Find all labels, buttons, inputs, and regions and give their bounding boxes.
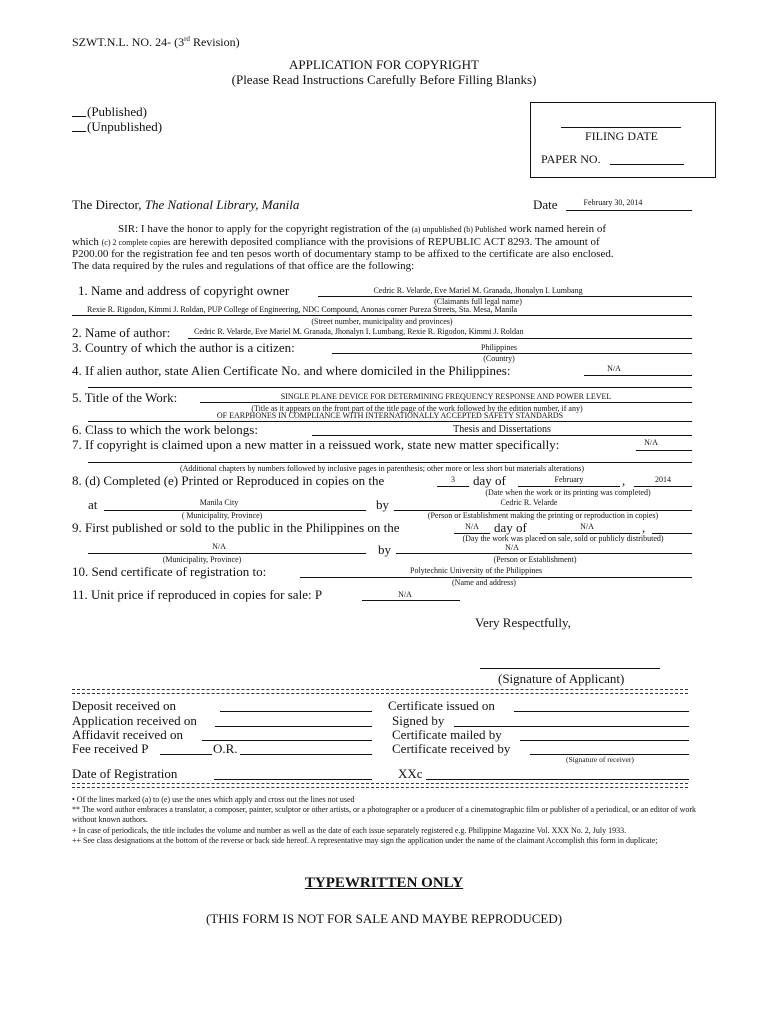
addressee: The Director, The National Library, Manila: [72, 197, 300, 212]
paper-no-label: PAPER NO.: [541, 152, 601, 166]
item-8-by: by: [376, 497, 389, 512]
item-8-label: 8. (d) Completed (e) Printed or Reproduced in copies on the: [72, 473, 385, 488]
item-1-value-2: Rexie R. Rigodon, Kimmi J. Roldan, PUP College of Engineering, NDC Compound, Anonas corner Pureza Streets, Sta. Mesa, Manila: [87, 305, 518, 314]
cert-mailed-label: Certificate mailed by: [392, 727, 502, 742]
item-9-person: N/A: [505, 543, 519, 552]
item-8-month: February: [554, 475, 584, 484]
item-8-month-line[interactable]: [518, 486, 620, 487]
affidavit-received-label: Affidavit received on: [72, 727, 183, 742]
note-3: + In case of periodicals, the title includes the volume and number as well as the date of each issue separately registered e.g. Philippine Magazine Vol. XXX No. 2, July 1933.: [72, 825, 627, 835]
cert-received-label: Certificate received by: [392, 741, 511, 756]
item-9-comma: ,: [642, 520, 646, 535]
item-1-line-2[interactable]: [72, 315, 692, 316]
item-9-person-line[interactable]: [396, 553, 692, 554]
cert-mailed-line[interactable]: [520, 740, 689, 741]
item-2-value: Cedric R. Velarde, Eve Mariel M. Granada, Jhonalyn I. Lumbang, Rexie R. Rigodon, Kimmi J. Roldan: [194, 327, 524, 336]
intro-line-4: The data required by the rules and regulations of that office are the following:: [72, 260, 415, 272]
item-3-label: 3. Country of which the author is a citizen:: [72, 340, 295, 355]
xxc-label: XXc: [398, 766, 423, 781]
item-4-line[interactable]: [584, 375, 692, 376]
item-9-by: by: [378, 542, 391, 557]
item-8-day: 3: [451, 475, 455, 484]
form-number: SZWT.N.L. NO. 24- (3rd Revision): [72, 35, 240, 49]
or-label: O.R.: [213, 741, 238, 756]
item-9-label: 9. First published or sold to the public in the Philippines on the: [72, 520, 400, 535]
item-7-line-2[interactable]: [88, 462, 692, 463]
item-8-person: Cedric R. Velarde: [500, 498, 558, 507]
item-11-label: 11. Unit price if reproduced in copies for sale: P: [72, 587, 323, 602]
typewritten-only: TYPEWRITTEN ONLY: [304, 875, 464, 891]
item-8-year-line[interactable]: [634, 486, 692, 487]
or-line[interactable]: [240, 754, 372, 755]
item-11-value: N/A: [398, 590, 412, 599]
item-4-label: 4. If alien author, state Alien Certificate No. and where domiciled in the Philippines:: [72, 363, 511, 378]
date-registration-line[interactable]: [214, 779, 372, 780]
item-5-value-2: OF EARPHONES IN COMPLIANCE WITH INTERNATIONALLY ACCEPTED SAFETY STANDARDS: [216, 411, 564, 420]
item-3-caption: (Country): [483, 354, 515, 363]
item-9-caption-place: (Municipality, Province): [162, 555, 242, 564]
item-6-value: Thesis and Dissertations: [453, 424, 551, 435]
note-2: ** The word author embraces a translator, a composer, painter, sculptor or other artists, or a photographer or a producer of a cinematographic film or publisher of a periodical, or an editor of work without known authors.: [72, 805, 697, 825]
item-1-value: Cedric R. Velarde, Eve Mariel M. Granada, Jhonalyn I. Lumbang: [373, 286, 583, 295]
item-4-value: N/A: [607, 364, 621, 373]
item-5-value: SINGLE PLANE DEVICE FOR DETERMINING FREQUENCY RESPONSE AND POWER LEVEL: [280, 392, 612, 401]
item-8-caption-person: (Person or Establishment making the printing or reproduction in copies): [427, 511, 659, 520]
item-8-caption: (Date when the work or its printing was completed): [485, 488, 651, 497]
item-3-value: Philippines: [480, 343, 517, 352]
item-9-day: N/A: [465, 522, 479, 531]
cert-issued-line[interactable]: [514, 711, 689, 712]
published-option: (Published): [87, 104, 147, 119]
fee-amount-line[interactable]: [160, 754, 212, 755]
unpublished-option: (Unpublished): [87, 119, 163, 134]
application-received-line[interactable]: [215, 726, 372, 727]
item-9-place: N/A: [212, 542, 226, 551]
separator-top: [72, 689, 688, 694]
item-10-value: Polytechnic University of the Philippines: [410, 566, 542, 575]
filing-date-line[interactable]: [561, 127, 681, 128]
item-7-caption: (Additional chapters by numbers followed by inclusive pages in parenthesis; other more or less short but materials alterations): [179, 464, 585, 473]
sig-receiver-caption: (Signature of receiver): [566, 755, 634, 764]
item-9-place-line[interactable]: [88, 553, 366, 554]
item-7-line[interactable]: [636, 450, 692, 451]
item-8-year: 2014: [655, 475, 671, 484]
date-registration-label: Date of Registration: [72, 766, 178, 781]
intro-line-3: P200.00 for the registration fee and ten pesos worth of documentary stamp to be affixed to the certificate are also enclosed.: [72, 248, 614, 260]
intro-line-1: SIR: I have the honor to apply for the copyright registration of the (a) unpublished (b) Published work named herein of: [118, 223, 607, 235]
not-for-sale-notice: (THIS FORM IS NOT FOR SALE AND MAYBE REPRODUCED): [205, 911, 563, 926]
item-5-caption: (Title as it appears on the front part of the title page of the work followed by the edition number, if any): [251, 404, 583, 413]
item-6-line[interactable]: [312, 435, 692, 436]
item-5-label: 5. Title of the Work:: [72, 390, 178, 405]
item-10-caption: (Name and address): [452, 578, 516, 587]
item-7-label: 7. If copyright is claimed upon a new matter in a reissued work, state new matter specifically:: [72, 437, 560, 452]
item-1-label: 1. Name and address of copyright owner: [78, 283, 290, 298]
item-9-caption: (Day the work was placed on sale, sold or publicly distributed): [462, 534, 664, 543]
fee-received-label: Fee received P: [72, 741, 149, 756]
item-8-comma: ,: [622, 473, 626, 488]
item-6-label: 6. Class to which the work belongs:: [72, 422, 258, 437]
application-received-label: Application received on: [72, 713, 197, 728]
filing-date-label: FILING DATE: [585, 129, 658, 143]
form-subtitle: (Please Read Instructions Carefully Before Filling Blanks): [231, 72, 537, 87]
date-label: Date: [533, 197, 558, 212]
intro-line-2: which (c) 2 complete copies are herewith deposited compliance with the provisions of REPUBLIC ACT 8293. The amount of: [72, 236, 600, 248]
footnotes: [72, 795, 696, 846]
item-2-label: 2. Name of author:: [72, 325, 171, 340]
signed-by-label: Signed by: [392, 713, 445, 728]
item-8-day-line[interactable]: [437, 486, 469, 487]
date-line[interactable]: [566, 210, 692, 211]
paper-no-line[interactable]: [610, 164, 684, 165]
item-1-caption-2: (Street number, municipality and provinces): [311, 317, 453, 326]
item-8-caption-place: ( Municipality, Province): [181, 511, 263, 520]
date-value: February 30, 2014: [583, 198, 643, 207]
signature-caption: (Signature of Applicant): [498, 671, 625, 686]
published-checkline[interactable]: [72, 116, 86, 117]
item-8-day-label: day of: [473, 473, 506, 488]
cert-issued-label: Certificate issued on: [388, 698, 495, 713]
unpublished-checkline[interactable]: [72, 131, 86, 132]
note-1: • Of the lines marked (a) to (e) use the ones which apply and cross out the lines not used: [72, 795, 355, 804]
xxc-line[interactable]: [426, 779, 689, 780]
item-9-month: N/A: [580, 522, 594, 531]
item-7-value: N/A: [644, 438, 658, 447]
item-8-place: Manila City: [199, 498, 239, 507]
note-4: ++ See class designations at the bottom of the reverse or back side hereof. A representative may sign the application under the name of the claimant Accomplish this form in duplicate;: [72, 835, 658, 845]
item-10-label: 10. Send certificate of registration to:: [72, 564, 267, 579]
item-1-caption: (Claimants full legal name): [434, 297, 522, 306]
item-8-at: at: [88, 497, 98, 512]
item-9-caption-person: (Person or Establishment): [493, 555, 577, 564]
item-5-line[interactable]: [200, 402, 692, 403]
signature-line[interactable]: [480, 668, 660, 669]
item-2-line[interactable]: [188, 338, 692, 339]
separator-bottom: [72, 783, 688, 788]
form-title: APPLICATION FOR COPYRIGHT: [289, 57, 479, 72]
deposit-received-label: Deposit received on: [72, 698, 176, 713]
item-9-day-label: day of: [494, 520, 527, 535]
deposit-received-line[interactable]: [220, 711, 372, 712]
very-respectfully: Very Respectfully,: [475, 615, 571, 630]
item-4-line-2[interactable]: [88, 387, 692, 388]
item-11-line[interactable]: [362, 600, 460, 601]
